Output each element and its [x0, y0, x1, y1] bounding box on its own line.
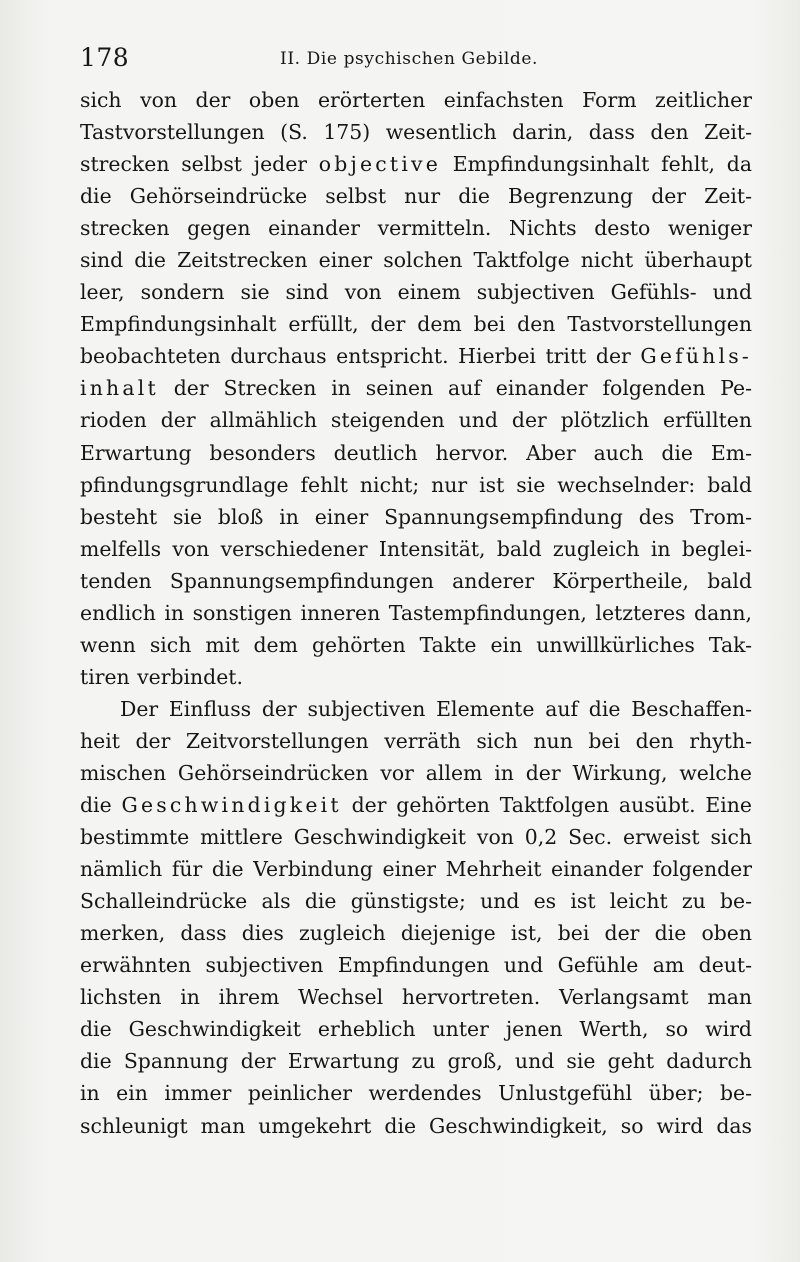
text-run: rioden der allmählich steigenden und der plötzlich erfüllten [80, 408, 752, 433]
text-run: der Strecken in seinen auf einander folgenden Pe- [158, 376, 752, 401]
text-line [80, 340, 752, 372]
emphasized-text: Gefühls- [640, 344, 752, 369]
page-number: 178 [80, 43, 130, 72]
text-line [80, 661, 752, 693]
text-line [80, 308, 752, 340]
text-line [80, 501, 752, 533]
text-line [80, 821, 752, 853]
text-run: Tastvorstellungen (S. 175) wesentlich darin, dass den Zeit- [80, 120, 752, 145]
text-run: tenden Spannungsempfindungen anderer Körpertheile, bald [80, 568, 752, 593]
text-line [80, 789, 752, 821]
text-run: heit der Zeitvorstellungen verräth sich nun bei den rhyth- [80, 728, 752, 753]
text-line [80, 84, 752, 116]
text-line [80, 853, 752, 885]
text-run: sich von der oben erörterten einfachsten Form zeitlicher [80, 88, 752, 112]
text-run: leer, sondern sie sind von einem subjectiven Gefühls- und [80, 280, 752, 305]
text-run: die Geschwindigkeit erheblich unter jenen Werth, so wird [80, 1017, 752, 1042]
text-line [80, 1077, 752, 1109]
text-line [80, 276, 752, 308]
text-run: Der Einfluss der subjectiven Elemente auf die Beschaffen- [120, 696, 752, 721]
text-run: Erwartung besonders deutlich hervor. Aber auch die Em- [80, 440, 752, 465]
text-run: die Spannung der Erwartung zu groß, und sie geht dadurch [80, 1049, 752, 1074]
text-run: Empfindungsinhalt fehlt, da [441, 152, 752, 177]
text-run: besteht sie bloß in einer Spannungsempfindung des Trom- [80, 504, 752, 529]
text-run: schleunigt man umgekehrt die Geschwindigkeit, so wird das [80, 1113, 752, 1138]
text-run: tiren verbindet. [80, 664, 243, 689]
text-line [80, 437, 752, 469]
text-line [80, 725, 752, 757]
text-run: melfells von verschiedener Intensität, bald zugleich in beglei- [80, 536, 752, 561]
text-run: die Gehörseindrücke selbst nur die Begrenzung der Zeit- [80, 184, 752, 209]
text-run: Empfindungsinhalt erfüllt, der dem bei den Tastvorstellungen [80, 312, 752, 337]
text-line [80, 981, 752, 1013]
paragraph [80, 84, 752, 693]
text-line [80, 917, 752, 949]
body-text [80, 84, 752, 1142]
text-run: der gehörten Taktfolgen ausübt. Eine [341, 793, 752, 818]
text-run: strecken gegen einander vermitteln. Nichts desto weniger [80, 216, 752, 241]
text-run: merken, dass dies zugleich diejenige ist, bei der die oben [80, 921, 752, 946]
text-run: wenn sich mit dem gehörten Takte ein unwillkürliches Tak- [80, 632, 752, 657]
text-line [80, 212, 752, 244]
text-line [80, 404, 752, 436]
text-run: mischen Gehörseindrücken vor allem in der Wirkung, welche [80, 760, 752, 785]
text-run: endlich in sonstigen inneren Tastempfindungen, letzteres dann, [80, 600, 752, 625]
text-line [80, 1013, 752, 1045]
text-line [80, 629, 752, 661]
text-line [80, 244, 752, 276]
emphasized-text: inhalt [80, 376, 159, 401]
emphasized-text: Geschwindigkeit [121, 793, 342, 818]
text-run: sind die Zeitstrecken einer solchen Taktfolge nicht überhaupt [80, 248, 752, 273]
text-line [80, 469, 752, 501]
text-run: Schalleindrücke als die günstigste; und es ist leicht zu be- [80, 889, 752, 914]
text-run: pfindungsgrundlage fehlt nicht; nur ist sie wechselnder: bald [80, 472, 752, 497]
text-run: strecken selbst jeder [80, 152, 319, 177]
text-line [80, 949, 752, 981]
text-line [80, 693, 752, 725]
text-run: nämlich für die Verbindung einer Mehrheit einander folgender [80, 857, 752, 882]
text-line [80, 757, 752, 789]
text-line [80, 1110, 752, 1142]
text-line [80, 885, 752, 917]
text-line [80, 180, 752, 212]
emphasized-text: objective [318, 152, 442, 177]
text-run: die [80, 793, 122, 818]
text-run: erwähnten subjectiven Empfindungen und Gefühle am deut- [80, 953, 752, 978]
text-line [80, 533, 752, 565]
paragraph [80, 693, 752, 1142]
text-line [80, 372, 752, 404]
text-line [80, 148, 752, 180]
text-line [80, 565, 752, 597]
running-head: II. Die psychischen Gebilde. [280, 49, 539, 69]
text-run: bestimmte mittlere Geschwindigkeit von 0,2 Sec. erweist sich [80, 825, 752, 850]
page-header [80, 40, 752, 76]
text-line [80, 116, 752, 148]
text-run: in ein immer peinlicher werdendes Unlustgefühl über; be- [80, 1081, 752, 1106]
text-run: beobachteten durchaus entspricht. Hierbei tritt der [80, 344, 641, 369]
text-run: lichsten in ihrem Wechsel hervortreten. Verlangsamt man [80, 985, 752, 1010]
text-line [80, 597, 752, 629]
text-line [80, 1045, 752, 1077]
